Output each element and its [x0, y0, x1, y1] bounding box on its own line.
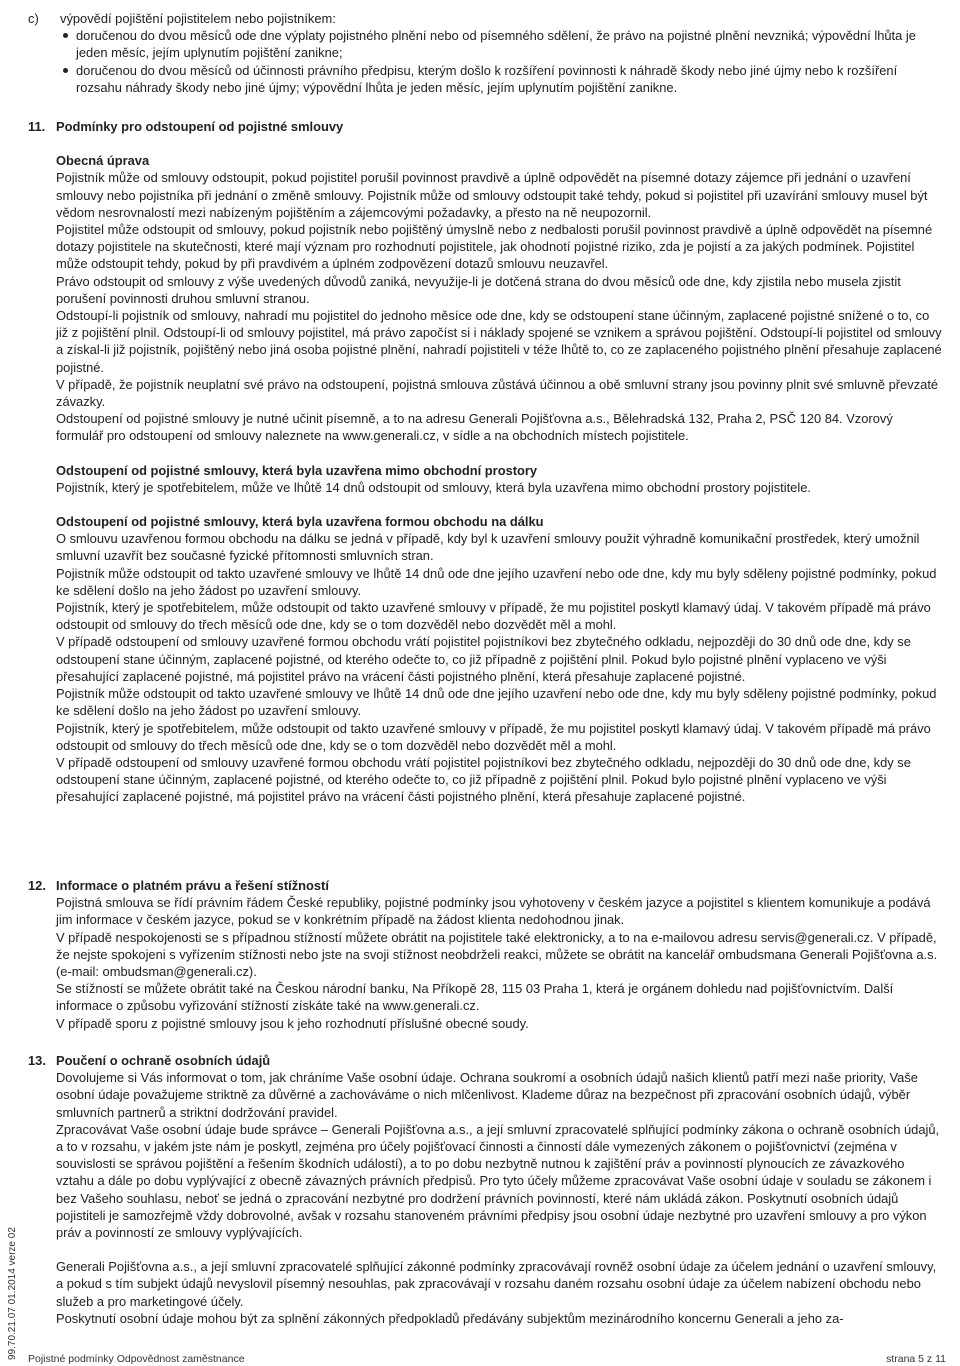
page-number: strana 5 z 11 — [886, 1353, 946, 1365]
subheading-distance: Odstoupení od pojistné smlouvy, která byla uzavřena formou obchodu na dálku — [56, 514, 544, 530]
paragraph: Pojistník, který je spotřebitelem, může odstoupit od takto uzavřené smlouvy v případě, že mu pojistitel poskytl klamavý údaj. V takovém případě má právo odstoupit od smlouvy do třech měsíců ode dne, kdy se o tom dozvěděl nebo dozvědět měl a mohl. — [56, 720, 931, 753]
subheading-off-premises: Odstoupení od pojistné smlouvy, která byla uzavřena mimo obchodní prostory — [56, 462, 538, 478]
paragraph: Odstoupí-li pojistník od smlouvy, nahradí mu pojistitel do jednoho měsíce ode dne, kdy se odstoupení stane účinným, zaplacené pojistné snížené o to, co již z pojištění plnil. Odstoupí-li od smlouvy pojistitel, má právo započíst si i náklady spojené se vznikem a správou pojištění. Odstoupí-li pojistitel od smlouvy a získal-li již pojistník, pojištěný nebo jiná osoba pojistné plnění, nahradí pojistiteli v téže lhůtě to, co ze zaplaceného pojistného plnění přesahuje zaplacené pojistné. — [56, 308, 942, 375]
paragraph: Zpracovávat Vaše osobní údaje bude správce – Generali Pojišťovna a.s., a její smluvní zpracovatelé splňující podmínky zákona o ochraně osobních údajů, a to v rozsahu, v jakém jste nám je poskytl, zejména pro účely pojišťovací činnosti a činností dále vymezených zákonem o pojišťovnictví (zejména v souvislosti se správou pojištění a řešením škodních událostí), a to po dobu nezbytně nutnou k zajištění práv a povinností plynoucích ze závazkového vztahu a dále po dobu vyplývající z obecně závazných právních předpisů. Pro tyto účely můžeme zpracovávat Vaše osobní údaje v souladu se zákonem i bez Vašeho souhlasu, neboť se jedná o zpracování nezbytné pro dodržení právních povinností, které nám ukládá zákon. Poskytnutí osobních údajů pojistiteli je samozřejmě vždy dobrovolné, avšak v rozsahu stanoveném právními předpisy jsou osobní údaje nezbytné pro uzavření smlouvy a pro výkon práv a povinností ze smlouvy vyplývajících. — [56, 1121, 940, 1241]
paragraph: Odstoupení od pojistné smlouvy je nutné učinit písemně, a to na adresu Generali Pojišťovna a.s., Bělehradská 132, Praha 2, PSČ 120 84. Vzorový formulář pro odstoupení od smlouvy naleznete na www.generali.cz, v sídle a na obchodních místech pojistitele. — [56, 411, 893, 444]
paragraph: V případě, že pojistník neuplatní své právo na odstoupení, pojistná smlouva zůstává účinnou a obě smluvní strany jsou povinny plnit své smluvně převzaté závazky. — [56, 376, 939, 410]
paragraph: Generali Pojišťovna a.s., a její smluvní zpracovatelé splňující zákonné podmínky zpracovávají rovněž osobní údaje za účelem jednání o uzavření smlouvy, a pokud s tím subjekt údajů nevyslovil písemný nesouhlas, pak zpracovávají v rozsahu daném rozsahu osobní údaje za účelem nabízení obchodu nebo služeb a pro marketingové účely. — [56, 1259, 937, 1309]
footer-document-title: Pojistné podmínky Odpovědnost zaměstnance — [28, 1353, 245, 1365]
item-title: výpovědí pojištění pojistitelem nebo pojistníkem: — [60, 11, 336, 26]
paragraph: Pojistník může od smlouvy odstoupit, pokud pojistitel porušil povinnost pravdivě a úplně odpovědět na písemné dotazy zájemce při jednání o uzavření smlouvy nebo pojistníka při jednání o změně smlouvy. Pojistník může od smlouvy odstoupit také tehdy, pokud si pojistitel při uzavírání smlouvy musel být vědom nesrovnalostí mezi nabízeným pojištěním a zájemcovými požadavky, a přesto na ně neupozornil. — [56, 170, 928, 220]
section-13 — [28, 1052, 943, 1327]
item-label: c) — [28, 11, 39, 26]
paragraph: Pojistník, který je spotřebitelem, může odstoupit od takto uzavřené smlouvy v případě, že mu pojistitel poskytl klamavý údaj. V takovém případě má právo odstoupit od smlouvy do třech měsíců ode dne, kdy se o tom dozvěděl nebo dozvědět měl a mohl. — [56, 600, 931, 633]
bullet-icon — [60, 62, 76, 96]
section-11 — [28, 118, 943, 806]
paragraph: Pojistník může odstoupit od takto uzavřené smlouvy ve lhůtě 14 dnů ode dne jejího uzavření nebo ode dne, kdy mu byly sděleny pojistné podmínky, pokud ke sdělení došlo na jeho žádost po uzavření smlouvy. — [56, 686, 937, 719]
paragraph: Pojistník, který je spotřebitelem, může ve lhůtě 14 dnů odstoupit od smlouvy, která byla uzavřena mimo obchodní prostory pojistitele. — [56, 479, 811, 495]
paragraph: O smlouvu uzavřenou formou obchodu na dálku se jedná v případě, kdy byl k uzavření smlouvy použit výhradně komunikační prostředek, který umožnil smluvní uzavřít bez současné fyzické přítomnosti smluvních stran. — [56, 531, 920, 564]
bullet-icon — [60, 27, 76, 61]
paragraph: V případě odstoupení od smlouvy uzavřené formou obchodu vrátí pojistitel pojistníkovi bez zbytečného odkladu, nejpozději do 30 dnů ode dne, kdy se odstoupení stane účinným, zaplacené pojistné, od kterého odečte to, co již případně z pojištění plnil. Pokud bylo pojistné plnění vyplaceno ve výši přesahující zaplacené pojistné, má pojistitel právo na vrácení části pojistného plnění, která přesahuje zaplacené pojistné. — [56, 634, 911, 684]
bullet-item: doručenou do dvou měsíců ode dne výplaty pojistného plnění nebo od písemného sdělení, že právo na pojistné plnění nevzniká; výpovědní lhůta je jeden měsíc, jejím uplynutím pojištění zanikne; — [60, 27, 943, 61]
paragraph: Poskytnutí osobní údaje mohou být za splnění zákonných předpokladů předávány subjektům mezinárodního koncernu Generali a jeho za- — [56, 1310, 844, 1326]
paragraph: Dovolujeme si Vás informovat o tom, jak chráníme Vaše osobní údaje. Ochrana soukromí a osobních údajů našich klientů patří mezi naše priority, Vaše osobní údaje považujeme striktně za důvěrné a zachováváme o nich mlčenlivost. Klademe důraz na bezpečnost při zpracování osobních údajů, výběr smluvních partnerů a striktní dodržování pravidel. — [56, 1070, 918, 1120]
termination-item-c — [28, 10, 943, 96]
bullet-item: doručenou do dvou měsíců od účinnosti právního předpisu, kterým došlo k rozšíření povinnosti k náhradě škody nebo jiné újmy nebo k rozšíření rozsahu náhrady škody nebo jiné újmy; výpovědní lhůta je jeden měsíc, jejím uplynutím pojištění zanikne. — [60, 62, 943, 96]
paragraph: V případě nespokojenosti se s případnou stížností můžete obrátit na pojistitele také elektronicky, a to na e-mailovou adresu servis@generali.cz. V případě, že nejste spokojeni s vyřízením stížnosti nebo jste na svoji stížnost neobdrželi reakci, můžete se obrátit na kancelář ombudsmana Generali Pojišťovna a.s. (e-mail: ombudsman@generali.cz). — [56, 929, 938, 980]
document-code: 99.70.21.07 01.2014 verze 02 — [7, 1227, 18, 1360]
subheading-general: Obecná úprava — [56, 153, 150, 169]
bullet-list — [60, 27, 943, 96]
paragraph: Se stížností se můžete obrátit také na Českou národní banku, Na Příkopě 28, 115 03 Praha 1, která je orgánem dohledu nad pojišťovnictvím. Další informace o způsobu vyřizování stížností získáte také na www.generali.cz. — [56, 981, 894, 1014]
paragraph: Pojistník může odstoupit od takto uzavřené smlouvy ve lhůtě 14 dnů ode dne jejího uzavření nebo ode dne, kdy mu byly sděleny pojistné podmínky, pokud ke sdělení došlo na jeho žádost po uzavření smlouvy. — [56, 565, 937, 598]
paragraph: V případě odstoupení od smlouvy uzavřené formou obchodu vrátí pojistitel pojistníkovi bez zbytečného odkladu, nejpozději do 30 dnů ode dne, kdy se odstoupení stane účinným, zaplacené pojistné, od kterého odečte to, co již případně z pojištění plnil. Pokud bylo pojistné plnění vyplaceno ve výši přesahující zaplacené pojistné, má pojistitel právo na vrácení části pojistného plnění, která přesahuje zaplacené pojistné. — [56, 754, 911, 805]
paragraph: Pojistitel může odstoupit od smlouvy, pokud pojistník nebo pojištěný úmyslně nebo z nedbalosti porušil povinnost pravdivě a úplně odpovědět na písemné dotazy pojistitele na skutečnosti, které mají význam pro rozhodnutí pojistitele, jak ohodnotí pojistné riziko, zda je pojistí a za jakých podmínek. Pojistitel může odstoupit tehdy, pokud by při pravdivém a úplném zodpovězení dotazů smlouvu neuzavřel. — [56, 222, 933, 272]
section-heading: 12. Informace o platném právu a řešení stížností — [28, 878, 329, 893]
paragraph: Právo odstoupit od smlouvy z výše uvedených důvodů zaniká, nevyužije-li je dotčená strana do dvou měsíců ode dne, kdy zjistila nebo musela zjistit porušení povinnosti druhou smluvní stranou. — [56, 273, 901, 306]
section-12 — [28, 877, 943, 1032]
section-heading: 11. Podmínky pro odstoupení od pojistné smlouvy — [28, 119, 344, 134]
paragraph: Pojistná smlouva se řídí právním řádem České republiky, pojistné podmínky jsou vyhotoveny v českém jazyce a pojistitel s klientem komunikuje a podává jim informace v českém jazyce, pokud se v konkrétním případě na žádost klienta nedohodnou jinak. — [56, 895, 931, 928]
section-heading: 13. Poučení o ochraně osobních údajů — [28, 1053, 271, 1068]
paragraph: V případě sporu z pojistné smlouvy jsou k jeho rozhodnutí příslušné obecné soudy. — [56, 1015, 529, 1031]
